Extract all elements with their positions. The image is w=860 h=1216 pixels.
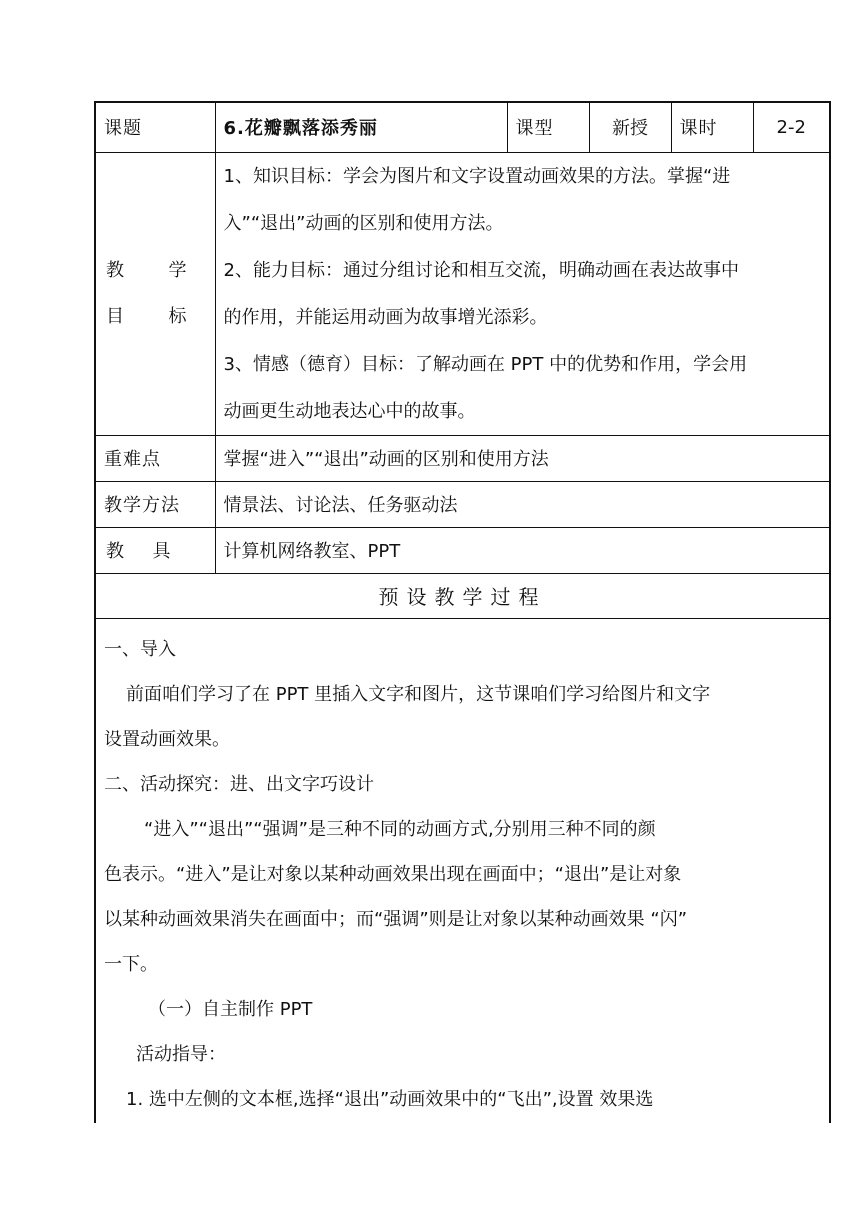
lesson-plan-table	[94, 101, 831, 1123]
goals-label	[95, 152, 215, 435]
process-line: 以某种动画效果消失在画面中；而“强调”则是让对象以某种动画效果 “闪”	[104, 908, 688, 930]
methods-label: 教学方法	[95, 481, 215, 527]
topic-label: 课题	[95, 102, 215, 152]
type-value: 新授	[589, 102, 671, 152]
header-row	[95, 102, 830, 152]
tools-label-char: 教	[106, 541, 124, 562]
process-line: 1. 选中左侧的文本框,选择“退出”动画效果中的“飞出”,设置 效果选	[126, 1088, 654, 1110]
goals-label-char: 教	[106, 259, 124, 281]
goal-line: 入”“退出”动画的区别和使用方法。	[223, 212, 504, 234]
goal-line: 1、知识目标：学会为图片和文字设置动画效果的方法。掌握“进	[223, 165, 731, 187]
goal-line: 2、能力目标：通过分组讨论和相互交流，明确动画在表达故事中	[223, 259, 739, 281]
process-line: 一、导入	[104, 638, 176, 660]
goals-label-char: 学	[168, 259, 187, 281]
goals-label-char: 目	[106, 305, 124, 327]
process-line: 二、活动探究：进、出文字巧设计	[104, 773, 374, 795]
key-points-label: 重难点	[95, 435, 215, 481]
process-body-row	[95, 618, 830, 1123]
methods-row	[95, 481, 830, 527]
key-points-value: 掌握“进入”“退出”动画的区别和使用方法	[215, 435, 830, 481]
type-label: 课型	[507, 102, 589, 152]
hours-label: 课时	[671, 102, 753, 152]
process-line: 活动指导：	[136, 1043, 226, 1065]
tools-label	[95, 527, 215, 573]
process-line: “进入”“退出”“强调”是三种不同的动画方式,分别用三种不同的颜	[144, 818, 656, 840]
goal-line: 3、情感（德育）目标：了解动画在 PPT 中的优势和作用，学会用	[223, 353, 748, 375]
process-heading-row	[95, 573, 830, 618]
process-heading: 预设教学过程	[95, 573, 830, 618]
goal-line: 动画更生动地表达心中的故事。	[223, 400, 476, 422]
goals-row	[95, 152, 830, 435]
goal-line: 的作用，并能运用动画为故事增光添彩。	[223, 306, 548, 328]
process-line: 设置动画效果。	[104, 728, 230, 750]
process-line: 色表示。“进入”是让对象以某种动画效果出现在画面中；“退出”是让对象	[104, 863, 682, 885]
goals-label-char: 标	[168, 305, 187, 327]
process-line: 一下。	[104, 953, 158, 975]
topic-value: 6.花瓣飘落添秀丽	[215, 102, 507, 152]
hours-value: 2-2	[753, 102, 830, 152]
lesson-plan-sheet	[94, 101, 829, 1123]
tools-row	[95, 527, 830, 573]
methods-value: 情景法、讨论法、任务驱动法	[215, 481, 830, 527]
key-points-row	[95, 435, 830, 481]
process-line: （一）自主制作 PPT	[148, 998, 313, 1020]
process-line: 前面咱们学习了在 PPT 里插入文字和图片，这节课咱们学习给图片和文字	[126, 683, 711, 705]
process-body	[95, 618, 830, 1123]
tools-value: 计算机网络教室、PPT	[215, 527, 830, 573]
tools-label-char: 具	[152, 541, 171, 562]
goals-content	[215, 152, 830, 435]
